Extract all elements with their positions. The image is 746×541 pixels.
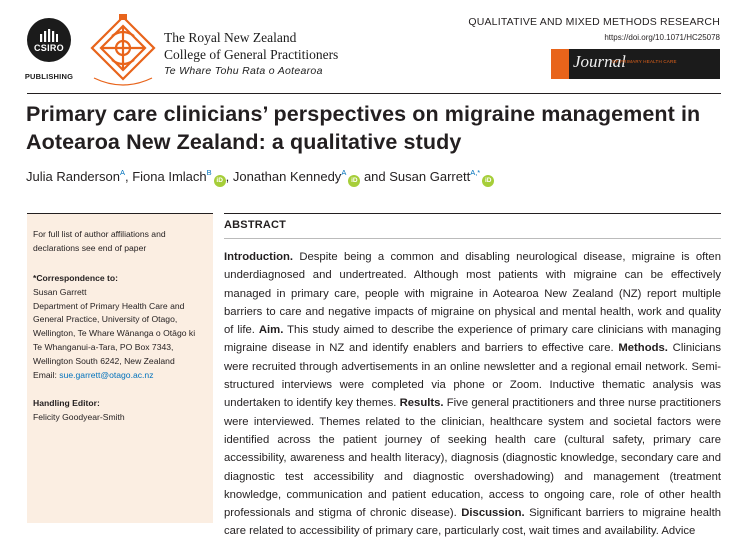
author-name: Jonathan Kennedy [232, 169, 342, 184]
csiro-logo [27, 18, 71, 62]
abstract-section-text: Despite being a common and disabling neurological disease, migraine is often underdiagnosed and undertreated. Although most patients with migraine can be effectively managed in primary care, people with migraine in Aotearoa New Zealand (NZ) report multiple barriers to care and negative impacts of migraine on physical and mental health, work and quality of life. [224, 251, 721, 337]
author-name: Fiona Imlach [132, 169, 207, 184]
college-maori-name: Te Whare Tohu Rata o Aotearoa [164, 65, 323, 77]
college-name-line1: The Royal New Zealand [164, 30, 297, 45]
correspondence-block [33, 272, 211, 382]
email-link[interactable]: sue.garrett@otago.ac.nz [59, 369, 154, 380]
abstract-section-label: Discussion. [461, 507, 525, 520]
abstract-section-text: Five general practitioners and three nurse practitioners were interviewed. Themes related to the clinician, healthcare system and societal factors were identified across the patient journey of seeking health care (cultural safety, primary care accessibility, awareness and health literacy), diagnosis (diagnostic knowledge, secondary care and diagnostic test accessibility and diagnostic overshadowing) and management (treatment knowledge, communication and patient education, access to ongoing care, role of other health professionals and stigma of chronic disease). [224, 397, 722, 520]
correspondence-line: Wellington South 6242, New Zealand [33, 355, 175, 366]
journal-series: QUALITATIVE AND MIXED METHODS RESEARCH [468, 16, 720, 28]
handling-editor-block [33, 397, 211, 425]
abstract-section-text: Clinicians were recruited through advertisements in an online newsletter and a regional email network. Semi-structured interviews were completed via phone or Zoom. Inductive thematic analysis was undertaken to identify key themes. [224, 342, 722, 410]
abstract-section-label: Aim. [258, 324, 284, 337]
correspondence-line: Susan Garrett [33, 286, 87, 297]
abstract-divider-top [224, 213, 721, 214]
author-separator: and [360, 169, 390, 184]
abstract-heading: ABSTRACT [224, 219, 287, 231]
correspondence-heading: *Correspondence to: [33, 273, 118, 283]
journal-badge [551, 49, 720, 79]
author-affiliation[interactable]: A,* [470, 168, 481, 177]
doi-link[interactable]: https://doi.org/10.1071/HC25078 [604, 33, 720, 42]
correspondence-line: General Practice, University of Otago, [33, 314, 178, 325]
email-label: Email: [33, 369, 60, 380]
abstract-divider [224, 238, 721, 239]
handling-editor-name: Felicity Goodyear-Smith [33, 411, 125, 422]
author-affiliation[interactable]: B [206, 168, 212, 177]
csiro-logo-word: CSIRO [33, 43, 64, 53]
journal-badge-subtitle: OF PRIMARY HEALTH CARE [612, 59, 677, 64]
journal-badge-word: Journal [573, 52, 626, 71]
orcid-icon[interactable]: iD [348, 175, 360, 187]
correspondence-line: Wellington, Te Whare Wānanga o Otāgo ki [33, 328, 196, 339]
header-divider [27, 93, 721, 94]
author-name: Julia Randerson [26, 169, 120, 184]
orcid-icon[interactable]: iD [482, 175, 494, 187]
correspondence-line: Te Whanganui-a-Tara, PO Box 7343, [33, 341, 174, 352]
abstract-section-label: Methods. [618, 342, 668, 355]
csiro-bars-icon [40, 29, 58, 42]
author-separator: , [124, 169, 133, 184]
journal-badge-accent [551, 49, 569, 79]
abstract-section-label: Results. [399, 397, 444, 410]
correspondence-line: Department of Primary Health Care and [33, 300, 185, 311]
handling-editor-heading: Handling Editor: [33, 398, 100, 408]
abstract-section-text: This study aimed to describe the experience of primary care clinicians with managing migraine disease in NZ and identify enablers and barriers to effective care. [224, 324, 721, 355]
author-separator: , [225, 169, 233, 184]
author-affiliation[interactable]: A [119, 168, 125, 177]
author-list [26, 168, 494, 187]
correspondence-address [33, 286, 211, 369]
email-line [33, 369, 211, 383]
college-crest-icon [88, 14, 158, 88]
author-name: Susan Garrett [389, 169, 471, 184]
abstract-section-text: Significant barriers to migraine health care related to accessibility of primary care, particularly cost, wait times and availability. Advice [224, 507, 721, 538]
college-name [164, 29, 338, 63]
article-sidebar [27, 213, 213, 523]
publisher-label: PUBLISHING [24, 72, 74, 81]
author-affiliation[interactable]: A [341, 168, 347, 177]
college-name-line2: College of General Practitioners [164, 47, 339, 62]
affiliations-note: For full list of author affiliations and declarations see end of paper [33, 229, 166, 253]
orcid-icon[interactable]: iD [214, 175, 226, 187]
abstract-body [224, 248, 721, 541]
abstract-section-label: Introduction. [224, 251, 294, 263]
article-title: Primary care clinicians’ perspectives on migraine management in Aotearoa New Zealand: a qualitative study [26, 102, 701, 154]
